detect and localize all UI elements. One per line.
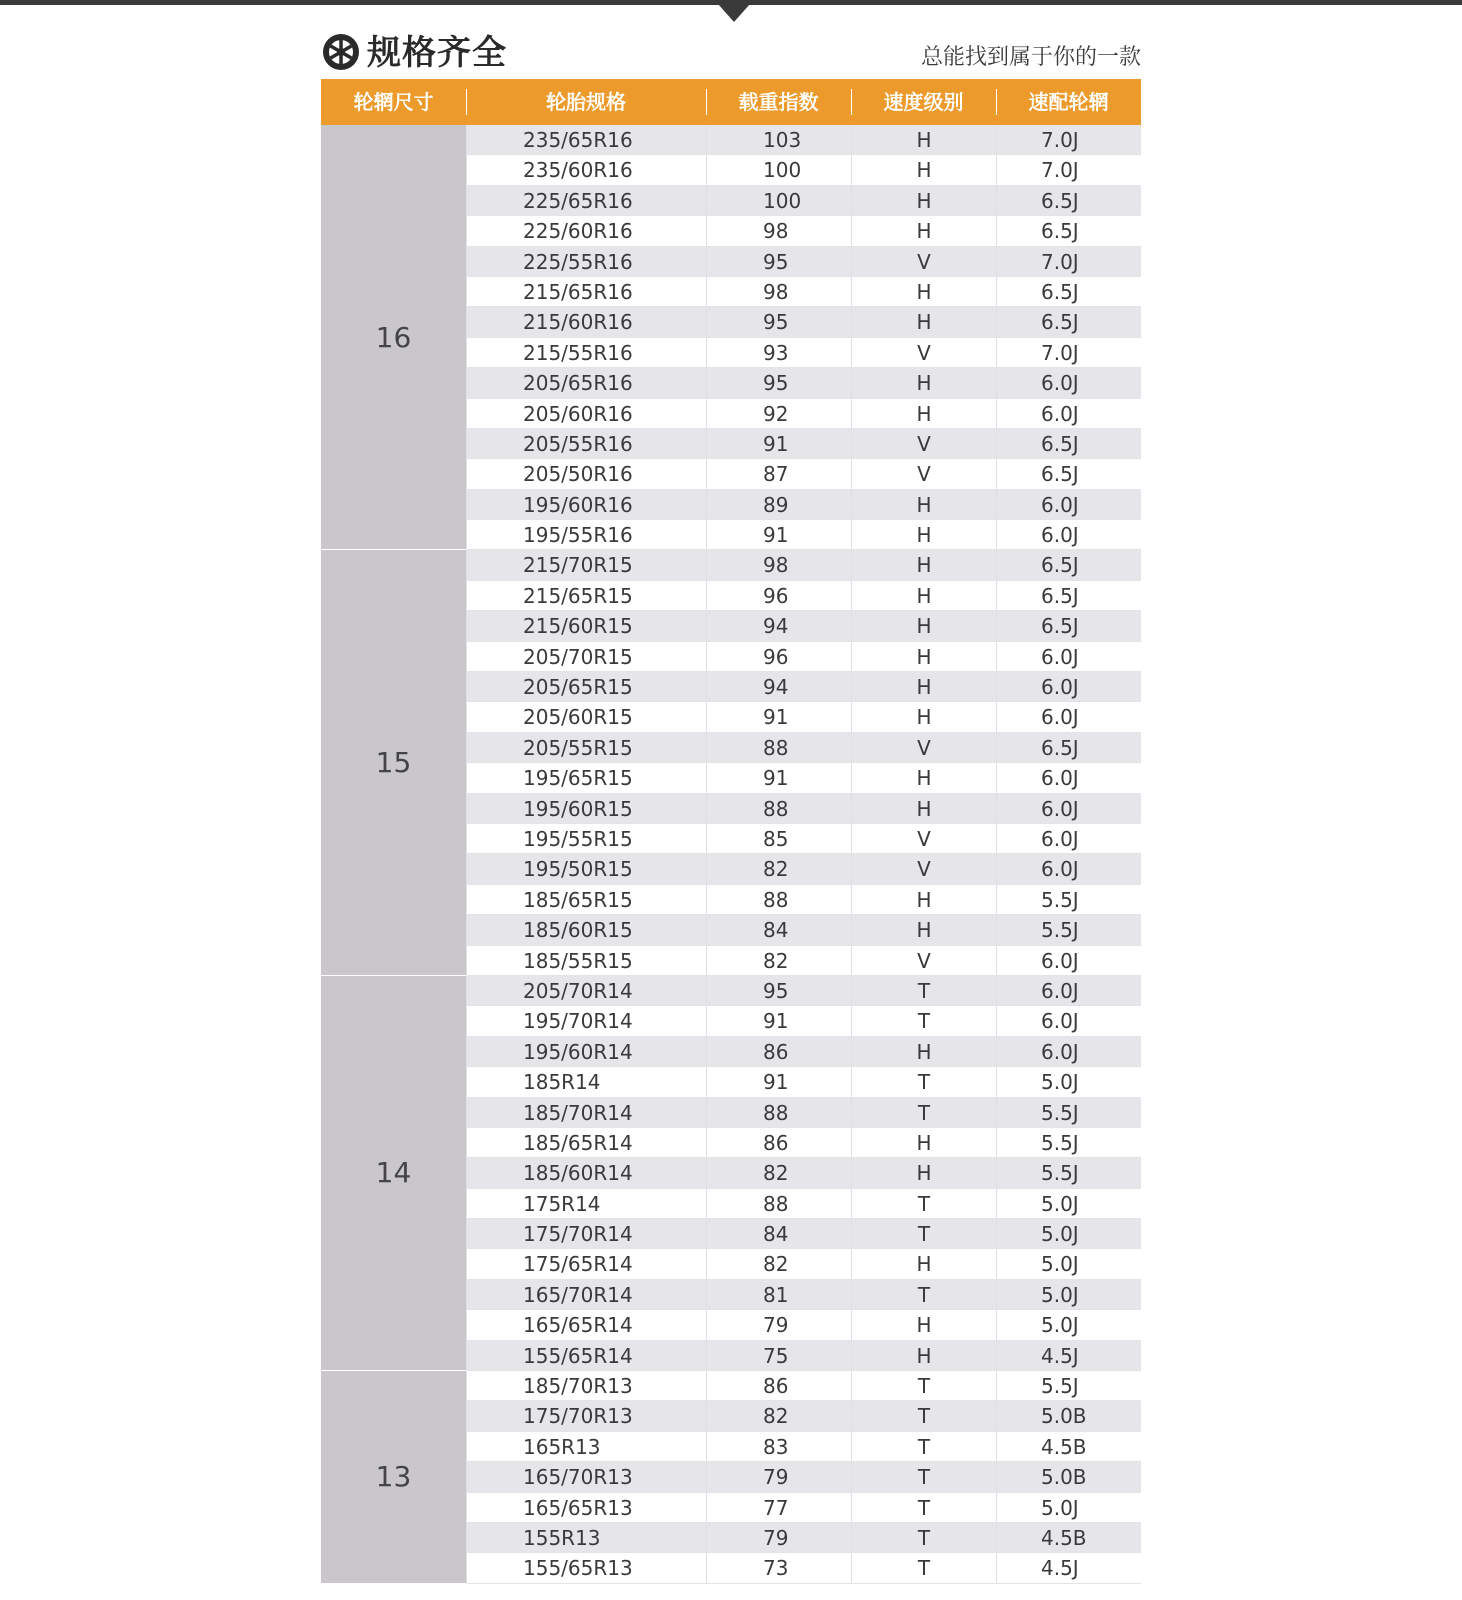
table-row	[466, 854, 1141, 884]
speed-rating-cell: H	[851, 520, 996, 549]
fit-rim-cell: 6.5J	[996, 550, 1141, 579]
table-row	[466, 216, 1141, 246]
tire-spec-cell: 205/70R14	[466, 976, 706, 1005]
fit-rim-cell: 6.0J	[996, 672, 1141, 701]
table-row	[466, 459, 1141, 489]
fit-rim-cell: 4.5J	[996, 1341, 1141, 1370]
table-row	[466, 277, 1141, 307]
speed-rating-cell: T	[851, 976, 996, 1005]
fit-rim-cell: 6.0J	[996, 520, 1141, 549]
speed-rating-cell: H	[851, 915, 996, 944]
page-title: 规格齐全	[367, 33, 507, 73]
speed-rating-cell: H	[851, 307, 996, 336]
tire-spec-cell: 205/65R16	[466, 368, 706, 397]
load-index-cell: 91	[706, 429, 851, 458]
table-row	[466, 1310, 1141, 1340]
header-speed-rating: 速度级别	[851, 79, 996, 125]
table-row	[466, 1553, 1141, 1583]
header-tire-spec: 轮胎规格	[466, 79, 706, 125]
fit-rim-cell: 7.0J	[996, 338, 1141, 367]
tire-spec-cell: 185/60R15	[466, 915, 706, 944]
tire-spec-cell: 225/65R16	[466, 186, 706, 215]
table-row	[466, 1189, 1141, 1219]
fit-rim-cell: 6.0J	[996, 763, 1141, 792]
speed-rating-cell: V	[851, 854, 996, 883]
load-index-cell: 91	[706, 1067, 851, 1096]
load-index-cell: 83	[706, 1432, 851, 1461]
load-index-cell: 77	[706, 1493, 851, 1522]
fit-rim-cell: 5.5J	[996, 885, 1141, 914]
load-index-cell: 95	[706, 368, 851, 397]
fit-rim-cell: 6.0J	[996, 976, 1141, 1005]
fit-rim-cell: 6.5J	[996, 733, 1141, 762]
tire-spec-cell: 215/65R16	[466, 277, 706, 306]
speed-rating-cell: T	[851, 1401, 996, 1430]
fit-rim-cell: 6.0J	[996, 794, 1141, 823]
fit-rim-cell: 7.0J	[996, 125, 1141, 154]
fit-rim-cell: 6.0J	[996, 702, 1141, 731]
load-index-cell: 86	[706, 1037, 851, 1066]
table-row	[466, 1128, 1141, 1158]
fit-rim-cell: 5.0J	[996, 1280, 1141, 1309]
tire-spec-cell: 215/60R15	[466, 611, 706, 640]
fit-rim-cell: 6.5J	[996, 216, 1141, 245]
fit-rim-cell: 5.0J	[996, 1249, 1141, 1278]
load-index-cell: 82	[706, 1158, 851, 1187]
table-body	[321, 125, 1141, 1584]
load-index-cell: 92	[706, 399, 851, 428]
speed-rating-cell: H	[851, 1341, 996, 1370]
tire-spec-cell: 205/55R16	[466, 429, 706, 458]
tire-spec-cell: 205/70R15	[466, 642, 706, 671]
fit-rim-cell: 5.0J	[996, 1493, 1141, 1522]
table-row	[466, 155, 1141, 185]
fit-rim-cell: 6.5J	[996, 277, 1141, 306]
speed-rating-cell: V	[851, 459, 996, 488]
speed-rating-cell: T	[851, 1189, 996, 1218]
rim-size-cell: 14	[321, 976, 466, 1371]
fit-rim-cell: 5.5J	[996, 1098, 1141, 1127]
tire-spec-cell: 175/70R14	[466, 1219, 706, 1248]
table-row	[466, 399, 1141, 429]
tire-spec-cell: 175/65R14	[466, 1249, 706, 1278]
speed-rating-cell: V	[851, 824, 996, 853]
tire-spec-cell: 195/55R15	[466, 824, 706, 853]
load-index-cell: 93	[706, 338, 851, 367]
speed-rating-cell: H	[851, 1310, 996, 1339]
table-row	[466, 520, 1141, 550]
table-row	[466, 1432, 1141, 1462]
tire-spec-cell: 195/65R15	[466, 763, 706, 792]
fit-rim-cell: 6.0J	[996, 1037, 1141, 1066]
rim-group	[321, 1371, 1141, 1584]
table-row	[466, 1219, 1141, 1249]
speed-rating-cell: H	[851, 611, 996, 640]
table-row	[466, 247, 1141, 277]
fit-rim-cell: 5.5J	[996, 1371, 1141, 1400]
table-row	[466, 307, 1141, 337]
speed-rating-cell: H	[851, 702, 996, 731]
fit-rim-cell: 6.5J	[996, 611, 1141, 640]
wheel-icon	[321, 32, 361, 72]
load-index-cell: 91	[706, 702, 851, 731]
fit-rim-cell: 6.0J	[996, 368, 1141, 397]
tire-spec-cell: 205/60R15	[466, 702, 706, 731]
tire-spec-cell: 205/55R15	[466, 733, 706, 762]
tire-spec-cell: 185/55R15	[466, 946, 706, 975]
table-row	[466, 1341, 1141, 1371]
fit-rim-cell: 5.0J	[996, 1310, 1141, 1339]
tire-spec-cell: 225/55R16	[466, 247, 706, 276]
tire-spec-cell: 165/65R14	[466, 1310, 706, 1339]
load-index-cell: 84	[706, 1219, 851, 1248]
table-row	[466, 1371, 1141, 1401]
fit-rim-cell: 6.5J	[996, 459, 1141, 488]
speed-rating-cell: T	[851, 1067, 996, 1096]
fit-rim-cell: 6.5J	[996, 186, 1141, 215]
table-row	[466, 429, 1141, 459]
tire-spec-cell: 185/65R14	[466, 1128, 706, 1157]
table-row	[466, 1037, 1141, 1067]
load-index-cell: 86	[706, 1128, 851, 1157]
load-index-cell: 82	[706, 946, 851, 975]
tire-spec-cell: 195/70R14	[466, 1006, 706, 1035]
tire-spec-cell: 195/60R16	[466, 490, 706, 519]
speed-rating-cell: H	[851, 155, 996, 184]
load-index-cell: 91	[706, 763, 851, 792]
header-load-index: 载重指数	[706, 79, 851, 125]
header-fit-rim: 速配轮辋	[996, 79, 1141, 125]
spec-table	[321, 79, 1141, 1584]
speed-rating-cell: H	[851, 1037, 996, 1066]
load-index-cell: 87	[706, 459, 851, 488]
load-index-cell: 100	[706, 186, 851, 215]
load-index-cell: 94	[706, 611, 851, 640]
table-row	[466, 1401, 1141, 1431]
fit-rim-cell: 5.0B	[996, 1401, 1141, 1430]
tire-spec-cell: 205/65R15	[466, 672, 706, 701]
speed-rating-cell: T	[851, 1432, 996, 1461]
load-index-cell: 88	[706, 885, 851, 914]
speed-rating-cell: T	[851, 1219, 996, 1248]
load-index-cell: 103	[706, 125, 851, 154]
load-index-cell: 85	[706, 824, 851, 853]
fit-rim-cell: 6.5J	[996, 581, 1141, 610]
speed-rating-cell: T	[851, 1553, 996, 1582]
table-row	[466, 915, 1141, 945]
tire-spec-cell: 185/70R14	[466, 1098, 706, 1127]
fit-rim-cell: 6.0J	[996, 642, 1141, 671]
load-index-cell: 79	[706, 1462, 851, 1491]
fit-rim-cell: 6.0J	[996, 1006, 1141, 1035]
tire-spec-cell: 195/50R15	[466, 854, 706, 883]
speed-rating-cell: H	[851, 216, 996, 245]
load-index-cell: 91	[706, 1006, 851, 1035]
fit-rim-cell: 5.0J	[996, 1219, 1141, 1248]
table-row	[466, 733, 1141, 763]
speed-rating-cell: H	[851, 885, 996, 914]
fit-rim-cell: 6.0J	[996, 399, 1141, 428]
fit-rim-cell: 5.5J	[996, 1128, 1141, 1157]
load-index-cell: 86	[706, 1371, 851, 1400]
table-row	[466, 368, 1141, 398]
fit-rim-cell: 6.0J	[996, 490, 1141, 519]
fit-rim-cell: 6.0J	[996, 854, 1141, 883]
fit-rim-cell: 6.5J	[996, 429, 1141, 458]
tire-spec-cell: 205/60R16	[466, 399, 706, 428]
load-index-cell: 96	[706, 642, 851, 671]
fit-rim-cell: 5.0J	[996, 1189, 1141, 1218]
speed-rating-cell: H	[851, 642, 996, 671]
speed-rating-cell: V	[851, 429, 996, 458]
table-row	[466, 490, 1141, 520]
load-index-cell: 88	[706, 1189, 851, 1218]
speed-rating-cell: H	[851, 125, 996, 154]
speed-rating-cell: V	[851, 247, 996, 276]
rim-size-cell: 15	[321, 550, 466, 975]
tire-spec-cell: 215/55R16	[466, 338, 706, 367]
table-row	[466, 550, 1141, 580]
speed-rating-cell: H	[851, 186, 996, 215]
page-subtitle: 总能找到属于你的一款	[920, 45, 1141, 70]
table-row	[466, 946, 1141, 976]
table-row	[466, 1067, 1141, 1097]
table-row	[466, 125, 1141, 155]
tire-spec-cell: 225/60R16	[466, 216, 706, 245]
table-row	[466, 702, 1141, 732]
table-row	[466, 338, 1141, 368]
tire-spec-cell: 155R13	[466, 1523, 706, 1552]
speed-rating-cell: H	[851, 672, 996, 701]
speed-rating-cell: V	[851, 338, 996, 367]
header-rim-size: 轮辋尺寸	[353, 90, 434, 114]
speed-rating-cell: H	[851, 550, 996, 579]
fit-rim-cell: 5.5J	[996, 1158, 1141, 1187]
tire-spec-cell: 155/65R13	[466, 1553, 706, 1582]
speed-rating-cell: H	[851, 1128, 996, 1157]
load-index-cell: 95	[706, 247, 851, 276]
tire-spec-cell: 235/60R16	[466, 155, 706, 184]
table-row	[466, 1249, 1141, 1279]
tire-spec-cell: 175/70R13	[466, 1401, 706, 1430]
load-index-cell: 100	[706, 155, 851, 184]
table-row	[466, 186, 1141, 216]
rim-group	[321, 125, 1141, 550]
speed-rating-cell: V	[851, 733, 996, 762]
tire-spec-cell: 165R13	[466, 1432, 706, 1461]
table-row	[466, 642, 1141, 672]
speed-rating-cell: H	[851, 763, 996, 792]
load-index-cell: 88	[706, 794, 851, 823]
speed-rating-cell: T	[851, 1006, 996, 1035]
rim-group	[321, 976, 1141, 1371]
tire-spec-cell: 185/60R14	[466, 1158, 706, 1187]
load-index-cell: 84	[706, 915, 851, 944]
load-index-cell: 82	[706, 1249, 851, 1278]
table-row	[466, 794, 1141, 824]
speed-rating-cell: H	[851, 277, 996, 306]
speed-rating-cell: T	[851, 1280, 996, 1309]
fit-rim-cell: 5.5J	[996, 915, 1141, 944]
load-index-cell: 94	[706, 672, 851, 701]
fit-rim-cell: 7.0J	[996, 247, 1141, 276]
fit-rim-cell: 6.0J	[996, 824, 1141, 853]
table-row	[466, 1462, 1141, 1492]
tire-spec-cell: 195/60R14	[466, 1037, 706, 1066]
load-index-cell: 88	[706, 733, 851, 762]
speed-rating-cell: H	[851, 1158, 996, 1187]
fit-rim-cell: 4.5B	[996, 1432, 1141, 1461]
load-index-cell: 81	[706, 1280, 851, 1309]
rim-group	[321, 550, 1141, 975]
tire-spec-cell: 165/70R13	[466, 1462, 706, 1491]
speed-rating-cell: H	[851, 581, 996, 610]
table-row	[466, 1098, 1141, 1128]
fit-rim-cell: 5.0J	[996, 1067, 1141, 1096]
table-row	[466, 885, 1141, 915]
fit-rim-cell: 7.0J	[996, 155, 1141, 184]
load-index-cell: 98	[706, 216, 851, 245]
speed-rating-cell: T	[851, 1523, 996, 1552]
table-row	[466, 611, 1141, 641]
tire-spec-cell: 195/55R16	[466, 520, 706, 549]
fit-rim-cell: 6.5J	[996, 307, 1141, 336]
table-row	[466, 672, 1141, 702]
tire-spec-cell: 185/70R13	[466, 1371, 706, 1400]
load-index-cell: 82	[706, 854, 851, 883]
rim-size-cell: 16	[321, 125, 466, 550]
tire-spec-cell: 185R14	[466, 1067, 706, 1096]
speed-rating-cell: V	[851, 946, 996, 975]
title-row	[321, 30, 1141, 76]
tire-spec-cell: 235/65R16	[466, 125, 706, 154]
load-index-cell: 89	[706, 490, 851, 519]
table-row	[466, 1493, 1141, 1523]
load-index-cell: 79	[706, 1310, 851, 1339]
load-index-cell: 95	[706, 976, 851, 1005]
speed-rating-cell: H	[851, 399, 996, 428]
fit-rim-cell: 5.0B	[996, 1462, 1141, 1491]
table-row	[466, 824, 1141, 854]
speed-rating-cell: H	[851, 490, 996, 519]
tire-spec-cell: 215/65R15	[466, 581, 706, 610]
table-row	[466, 1280, 1141, 1310]
table-header	[321, 79, 1141, 125]
load-index-cell: 79	[706, 1523, 851, 1552]
tire-spec-cell: 165/70R14	[466, 1280, 706, 1309]
tire-spec-cell: 195/60R15	[466, 794, 706, 823]
speed-rating-cell: H	[851, 1249, 996, 1278]
table-row	[466, 581, 1141, 611]
tire-spec-cell: 185/65R15	[466, 885, 706, 914]
speed-rating-cell: T	[851, 1462, 996, 1491]
load-index-cell: 95	[706, 307, 851, 336]
fit-rim-cell: 6.0J	[996, 946, 1141, 975]
load-index-cell: 91	[706, 520, 851, 549]
speed-rating-cell: H	[851, 368, 996, 397]
load-index-cell: 88	[706, 1098, 851, 1127]
table-row	[466, 1523, 1141, 1553]
tire-spec-cell: 205/50R16	[466, 459, 706, 488]
table-row	[466, 1158, 1141, 1188]
tire-spec-cell: 155/65R14	[466, 1341, 706, 1370]
table-row	[466, 976, 1141, 1006]
load-index-cell: 73	[706, 1553, 851, 1582]
tire-spec-cell: 175R14	[466, 1189, 706, 1218]
load-index-cell: 96	[706, 581, 851, 610]
load-index-cell: 75	[706, 1341, 851, 1370]
top-notch	[718, 4, 750, 22]
table-row	[466, 763, 1141, 793]
speed-rating-cell: T	[851, 1371, 996, 1400]
tire-spec-cell: 165/65R13	[466, 1493, 706, 1522]
rim-size-cell: 13	[321, 1371, 466, 1584]
tire-spec-cell: 215/70R15	[466, 550, 706, 579]
tire-spec-cell: 215/60R16	[466, 307, 706, 336]
load-index-cell: 98	[706, 277, 851, 306]
load-index-cell: 82	[706, 1401, 851, 1430]
speed-rating-cell: T	[851, 1493, 996, 1522]
fit-rim-cell: 4.5B	[996, 1523, 1141, 1552]
load-index-cell: 98	[706, 550, 851, 579]
table-row	[466, 1006, 1141, 1036]
speed-rating-cell: T	[851, 1098, 996, 1127]
fit-rim-cell: 4.5J	[996, 1553, 1141, 1582]
speed-rating-cell: H	[851, 794, 996, 823]
